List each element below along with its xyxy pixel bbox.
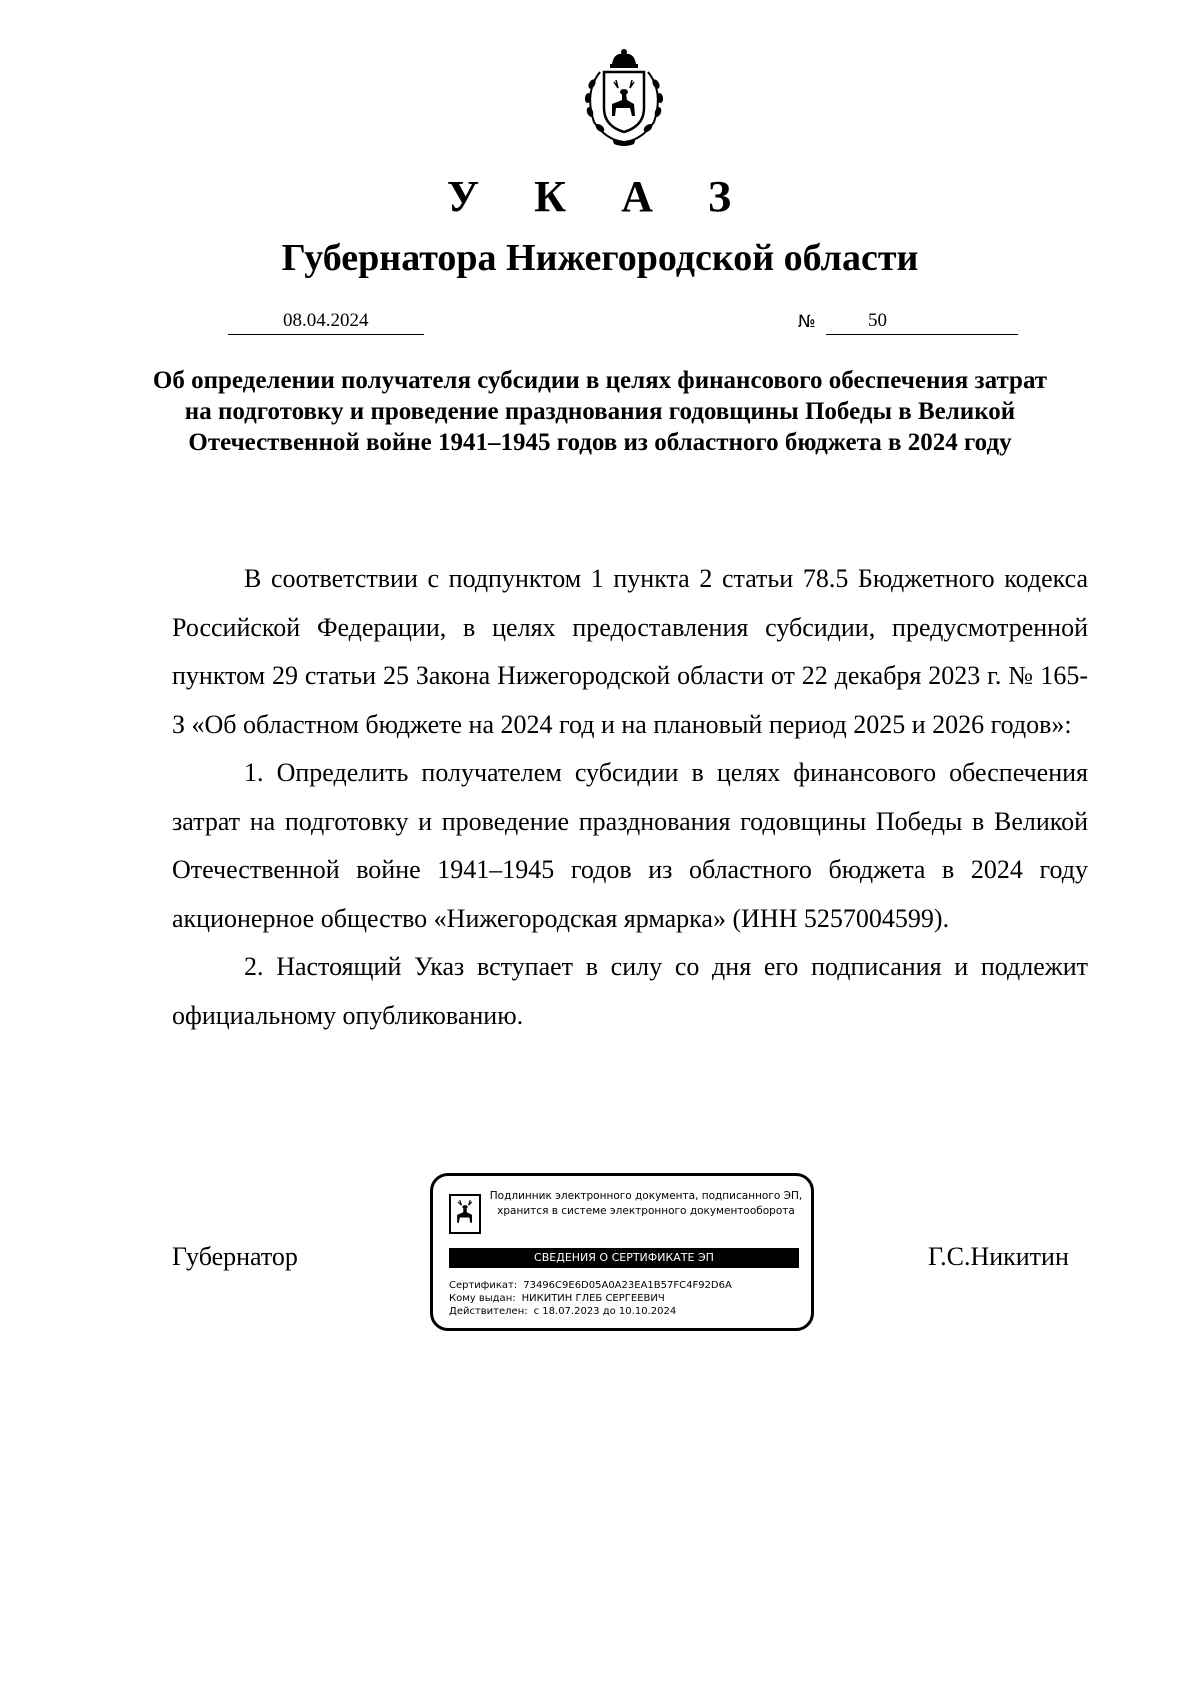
certificate-label: Сертификат: (449, 1280, 518, 1291)
preamble-paragraph: В соответствии с подпунктом 1 пункта 2 статьи 78.5 Бюджетного кодекса Российской Федерации, в целях предоставления субсидии, предусмотренной пунктом 29 статьи 25 Закона Нижегородской области от 22 декабря 2023 г. № 165-З «Об областном бюджете на 2024 год и на плановый период 2025 и 2026 годов»: (172, 564, 1088, 739)
stamp-original-note-line-1: Подлинник электронного документа, подписанного ЭП, (489, 1190, 803, 1202)
electronic-signature-stamp (430, 1173, 814, 1331)
stamp-original-note-line-2: хранится в системе электронного документооборота (497, 1205, 795, 1217)
document-type-title: У К А З (446, 172, 754, 221)
valid-label: Действителен: (449, 1306, 528, 1317)
issued-to-label: Кому выдан: (449, 1293, 516, 1304)
valid-value: с 18.07.2023 до 10.10.2024 (533, 1306, 677, 1317)
deer-icon (449, 1194, 481, 1234)
document-number-value: 50 (868, 310, 887, 331)
stamp-validity-row (449, 1305, 676, 1318)
document-date (228, 310, 424, 335)
item-2-paragraph: 2. Настоящий Указ вступает в силу со дня его подписания и подлежит официальному опубликованию. (172, 952, 1088, 1030)
issuer-title: Губернатора Нижегородской области (281, 237, 919, 279)
issued-to-value: НИКИТИН ГЛЕБ СЕРГЕЕВИЧ (521, 1293, 665, 1304)
signatory-role: Губернатор (172, 1242, 298, 1271)
document-number (826, 310, 1018, 335)
stamp-certificate-row (449, 1279, 732, 1292)
number-label: № (798, 312, 816, 332)
item-1-paragraph: 1. Определить получателем субсидии в целях финансового обеспечения затрат на подготовку и проведение празднования годовщины Победы в Великой Отечественной войне 1941–1945 годов из областного бюджета в 2024 году акционерное общество «Нижегородская ярмарка» (ИНН 5257004599). (172, 758, 1088, 933)
coat-of-arms-icon (572, 42, 676, 148)
stamp-issued-row (449, 1292, 665, 1305)
stamp-certificate-header: СВЕДЕНИЯ О СЕРТИФИКАТЕ ЭП (449, 1248, 799, 1268)
certificate-value: 73496C9E6D05A0A23EA1B57FC4F92D6A (523, 1280, 732, 1291)
signatory-name: Г.С.Никитин (928, 1242, 1069, 1271)
document-subject: Об определении получателя субсидии в целях финансового обеспечения затрат на подготовку и проведение празднования годовщины Победы в Великой Отечественной войне 1941–1945 годов из областного бюджета в 2024 году (152, 367, 1048, 456)
document-body (172, 555, 1088, 1040)
stamp-original-note (485, 1189, 807, 1219)
document-date-value: 08.04.2024 (283, 310, 369, 331)
